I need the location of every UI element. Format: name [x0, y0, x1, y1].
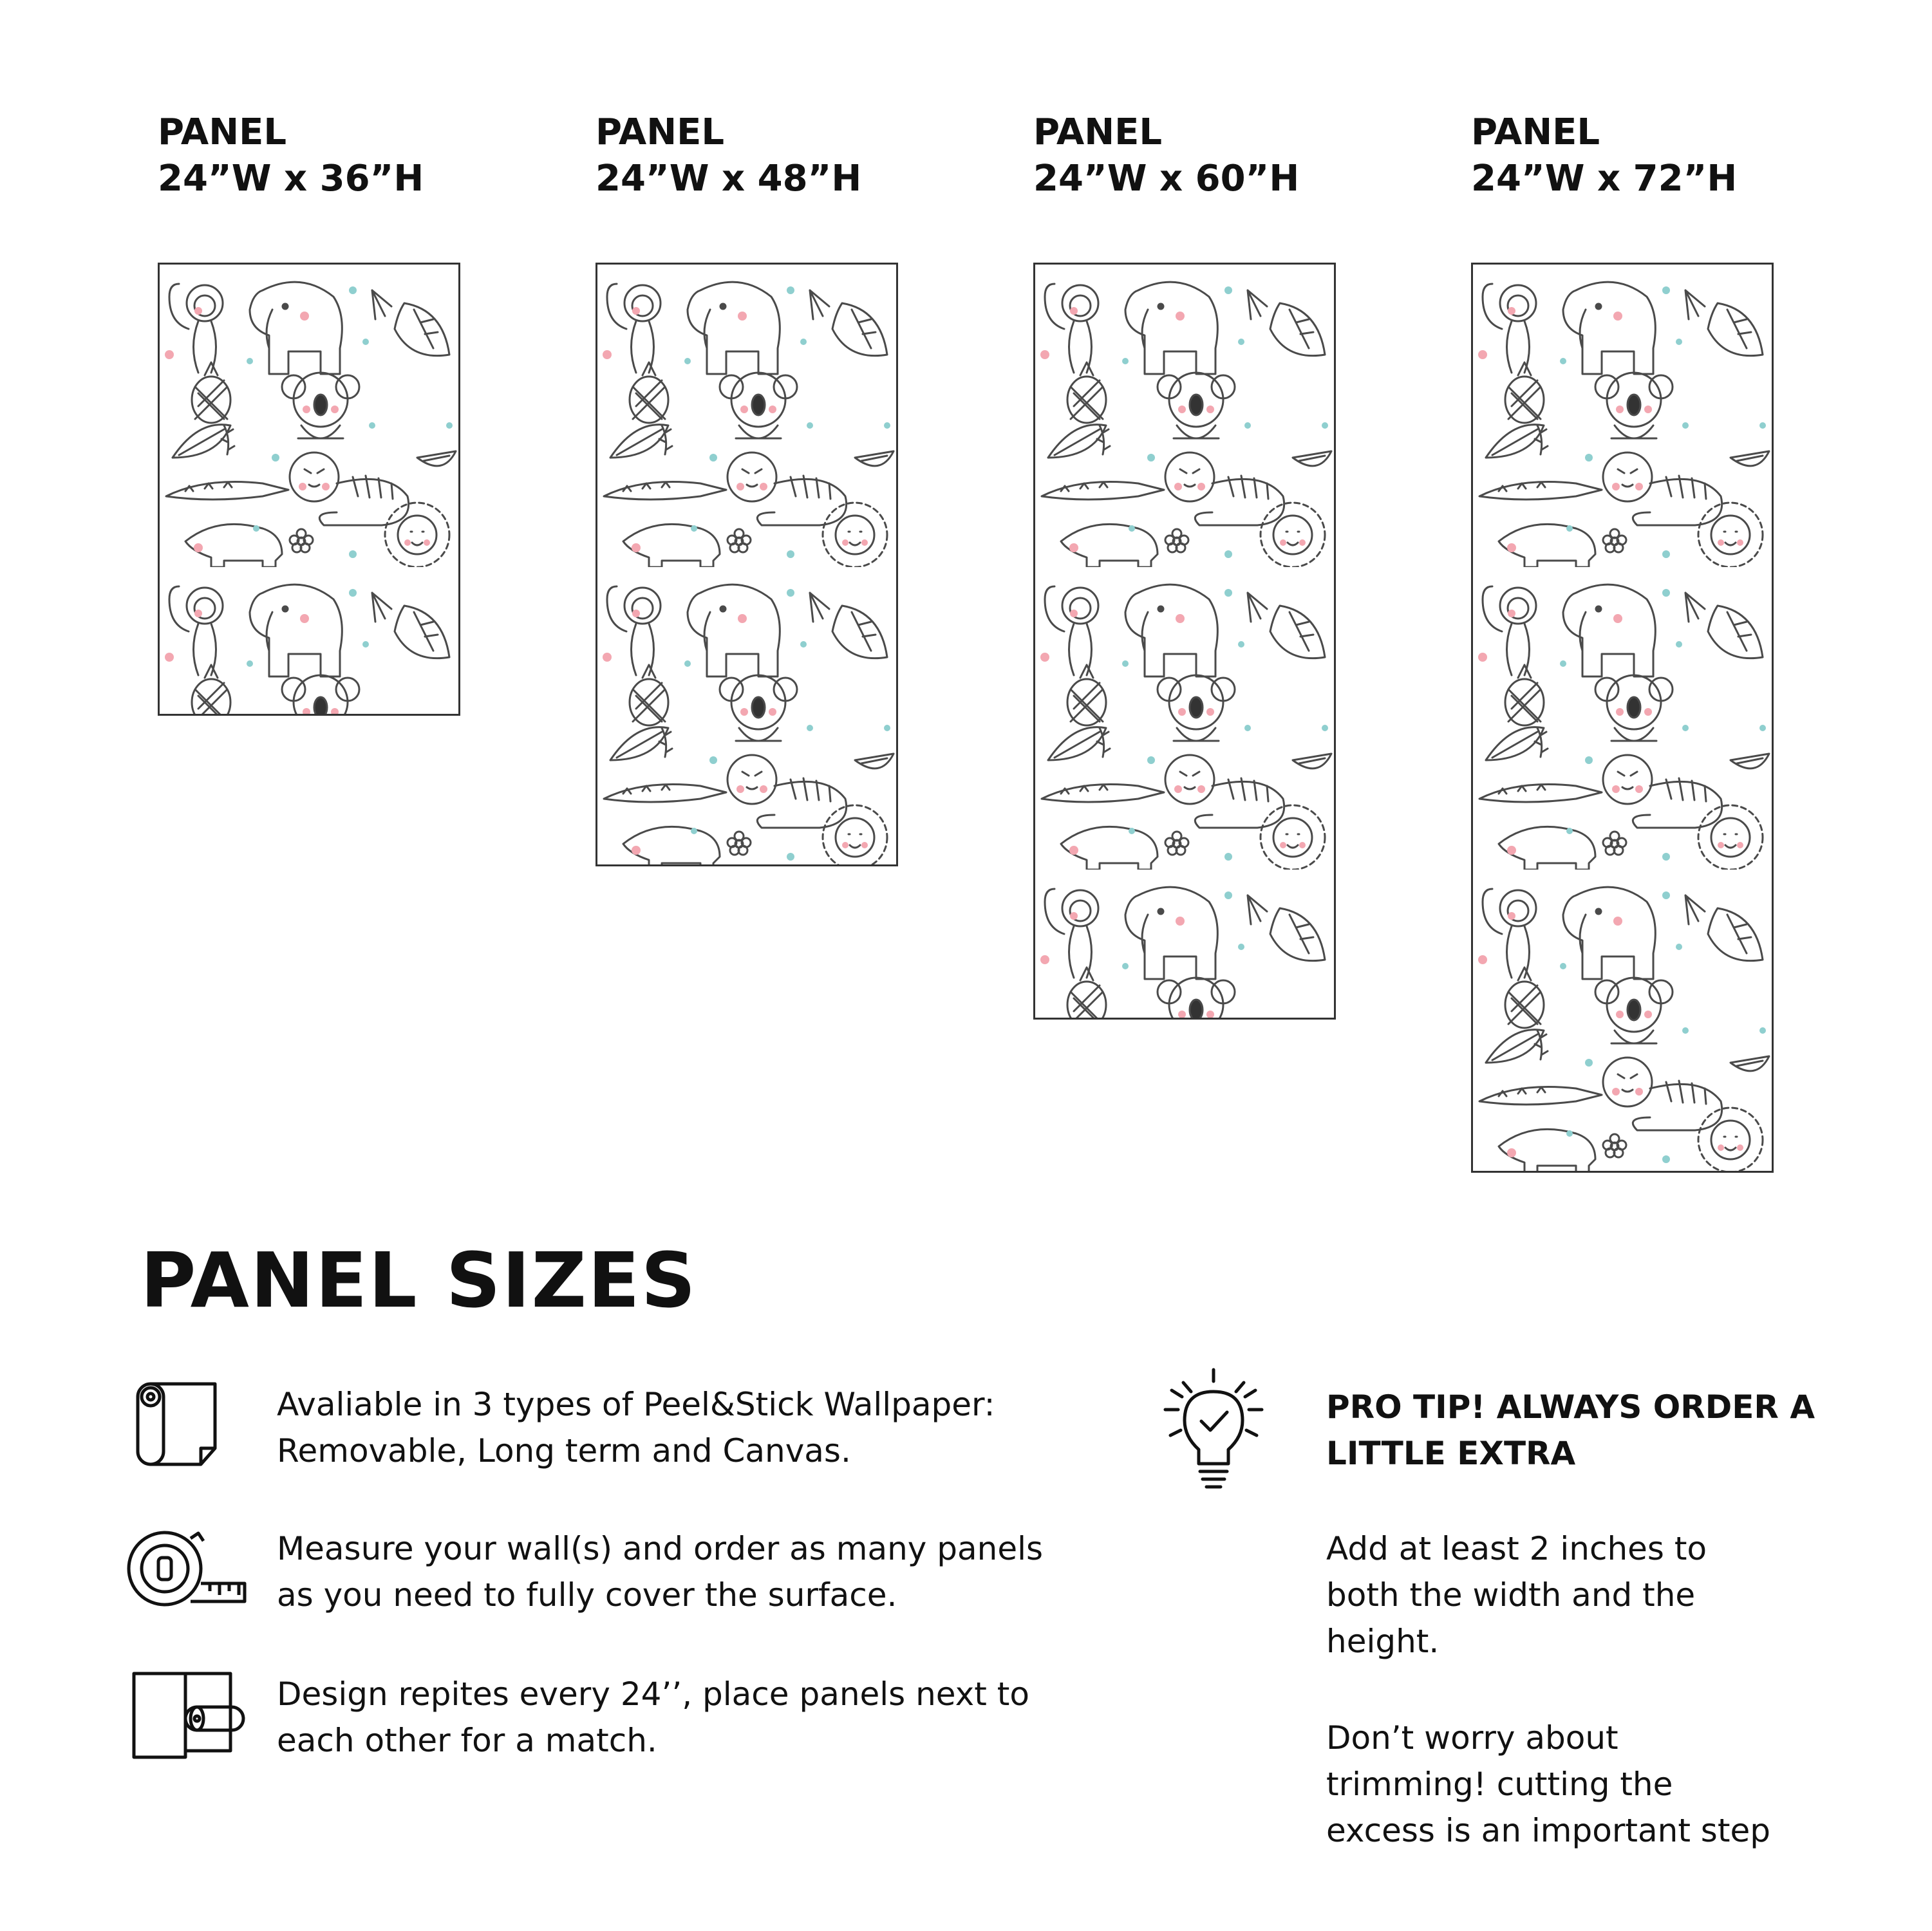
panel-card — [158, 109, 518, 202]
measuring-tape-icon — [126, 1520, 249, 1617]
panel-preview — [158, 263, 460, 716]
feature-line: each other for a match. — [277, 1722, 657, 1759]
pro-tip-title-line: PRO TIP! ALWAYS ORDER A — [1326, 1388, 1815, 1426]
feature-line: Measure your wall(s) and order as many panels — [277, 1530, 1044, 1567]
section-title: PANEL SIZES — [140, 1236, 697, 1325]
pro-tip-line: trimming! cutting the — [1326, 1766, 1673, 1803]
panel-size: 24”W x 48”H — [596, 158, 862, 200]
pro-tip-paragraph — [1326, 1715, 1880, 1854]
feature-line: Removable, Long term and Canvas. — [277, 1432, 851, 1469]
wallpaper-roll-icon — [126, 1377, 249, 1474]
panel-title: PANEL — [158, 111, 287, 153]
panel-card — [596, 109, 956, 202]
pro-tip-line: both the width and the — [1326, 1576, 1696, 1614]
panel-card — [1471, 109, 1832, 202]
feature-line: as you need to fully cover the surface. — [277, 1576, 897, 1614]
panel-card — [1033, 109, 1394, 202]
panel-title: PANEL — [1033, 111, 1163, 153]
feature-text — [277, 1671, 1114, 1764]
panel-roll-icon — [126, 1667, 249, 1764]
pro-tip-line: Don’t worry about — [1326, 1719, 1618, 1757]
pro-tip-paragraph — [1326, 1525, 1880, 1665]
feature-text — [277, 1525, 1114, 1618]
pro-tip-title — [1326, 1384, 1906, 1477]
lightbulb-check-icon — [1159, 1365, 1268, 1493]
panel-title: PANEL — [596, 111, 725, 153]
panel-size: 24”W x 60”H — [1033, 158, 1300, 200]
pro-tip-line: height. — [1326, 1623, 1440, 1660]
feature-line: Design repites every 24’’, place panels next to — [277, 1675, 1029, 1713]
panel-size: 24”W x 72”H — [1471, 158, 1738, 200]
pro-tip-title-line: LITTLE EXTRA — [1326, 1435, 1576, 1472]
panel-size: 24”W x 36”H — [158, 158, 424, 200]
pro-tip-line: Add at least 2 inches to — [1326, 1530, 1707, 1567]
feature-text — [277, 1381, 1114, 1474]
panel-preview — [596, 263, 898, 866]
feature-line: Avaliable in 3 types of Peel&Stick Wallpaper: — [277, 1386, 995, 1423]
panel-preview — [1471, 263, 1774, 1173]
pro-tip-line: excess is an important step — [1326, 1812, 1770, 1849]
panel-title: PANEL — [1471, 111, 1600, 153]
panel-preview — [1033, 263, 1336, 1020]
